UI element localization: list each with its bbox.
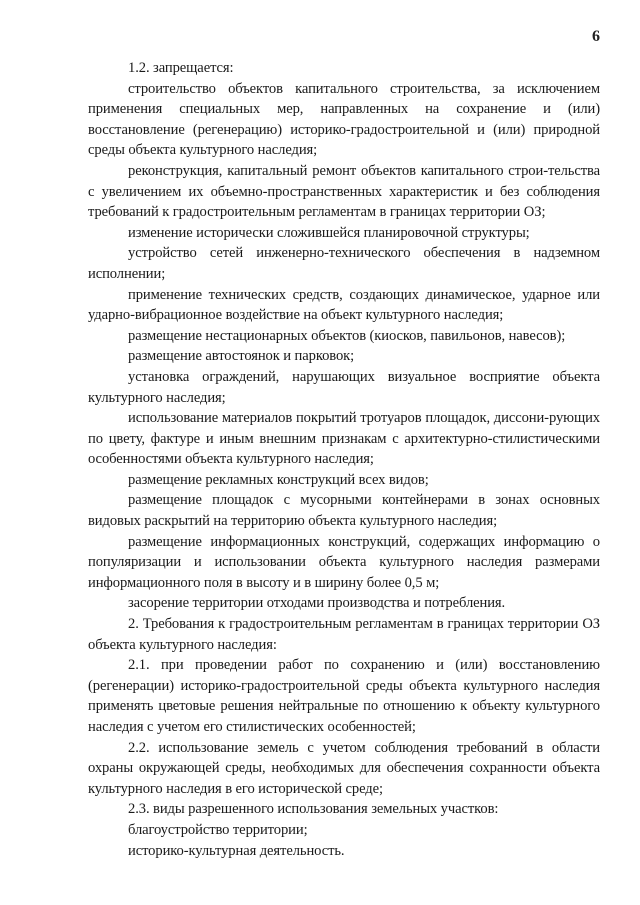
paragraph-prohibition-kiosks: размещение нестационарных объектов (киосков, павильонов, навесов); <box>128 327 566 344</box>
page-number: 6 <box>592 28 600 45</box>
paragraph-prohibition-pavement-materials: использование материалов покрытий тротуаров площадок, диссони-рующих по цвету, фактуре и иным внешним признакам с архитектурно-стилистическими особенностями объекта культурного наследия; <box>88 410 600 468</box>
paragraph-2-2-land-use: 2.2. использование земель с учетом соблюдения требований в области охраны окружающей среды, необходимых для обеспечения сохранности объекта культурного наследия в его исторической среде; <box>88 739 600 797</box>
paragraph-prohibition-waste-containers: размещение площадок с мусорными контейнерами в зонах основных видовых раскрытий на территорию объекта культурного наследия; <box>88 492 600 530</box>
paragraph-1-2-heading: 1.2. запрещается: <box>128 60 234 76</box>
paragraph-prohibition-advertising: размещение рекламных конструкций всех видов; <box>128 471 429 488</box>
paragraph-prohibition-construction: строительство объектов капитального строительства, за исключением применения специальных мер, направленных на сохранение и (или) восстановление (регенерацию) историко-градостроительной и (или) природной среды объекта культурного наследия; <box>88 80 600 159</box>
paragraph-prohibition-planning-structure: изменение исторически сложившейся планировочной структуры; <box>128 224 530 241</box>
paragraph-prohibition-vibration: применение технических средств, создающих динамическое, ударное или ударно-вибрационное воздействие на объект культурного наследия; <box>88 286 600 324</box>
paragraph-prohibition-fences: установка ограждений, нарушающих визуальное восприятие объекта культурного наследия; <box>88 368 600 406</box>
paragraph-prohibition-reconstruction: реконструкция, капитальный ремонт объектов капитального строи-тельства с увеличением их объемно-пространственных характеристик и без соблюдения требований к градостроительным регламентам в границах территории ОЗ; <box>88 162 600 221</box>
document-body <box>88 58 600 861</box>
paragraph-prohibition-info-structures: размещение информационных конструкций, содержащих информацию о популяризации и использовании объекта культурного наследия размерами информационного поля в высоту и в ширину более 0,5 м; <box>88 533 600 591</box>
paragraph-prohibition-littering: засорение территории отходами производства и потребления. <box>128 595 506 612</box>
paragraph-use-historical-cultural: историко-культурная деятельность. <box>128 842 345 859</box>
paragraph-2-3-permitted-uses: 2.3. виды разрешенного использования земельных участков: <box>128 801 499 818</box>
paragraph-2-requirements-heading: 2. Требования к градостроительным регламентам в границах территории ОЗ объекта культурного наследия: <box>88 616 600 653</box>
paragraph-prohibition-parking: размещение автостоянок и парковок; <box>128 348 355 365</box>
paragraph-2-1-color-solutions: 2.1. при проведении работ по сохранению и (или) восстановлению (регенерации) историко-градостроительной среды объекта культурного наследия применять цветовые решения нейтральные по отношению к объекту культурного наследия с учетом его стилистических особенностей; <box>88 657 600 735</box>
paragraph-prohibition-overhead-networks: устройство сетей инженерно-технического обеспечения в надземном исполнении; <box>88 245 600 282</box>
paragraph-use-landscaping: благоустройство территории; <box>128 821 308 838</box>
